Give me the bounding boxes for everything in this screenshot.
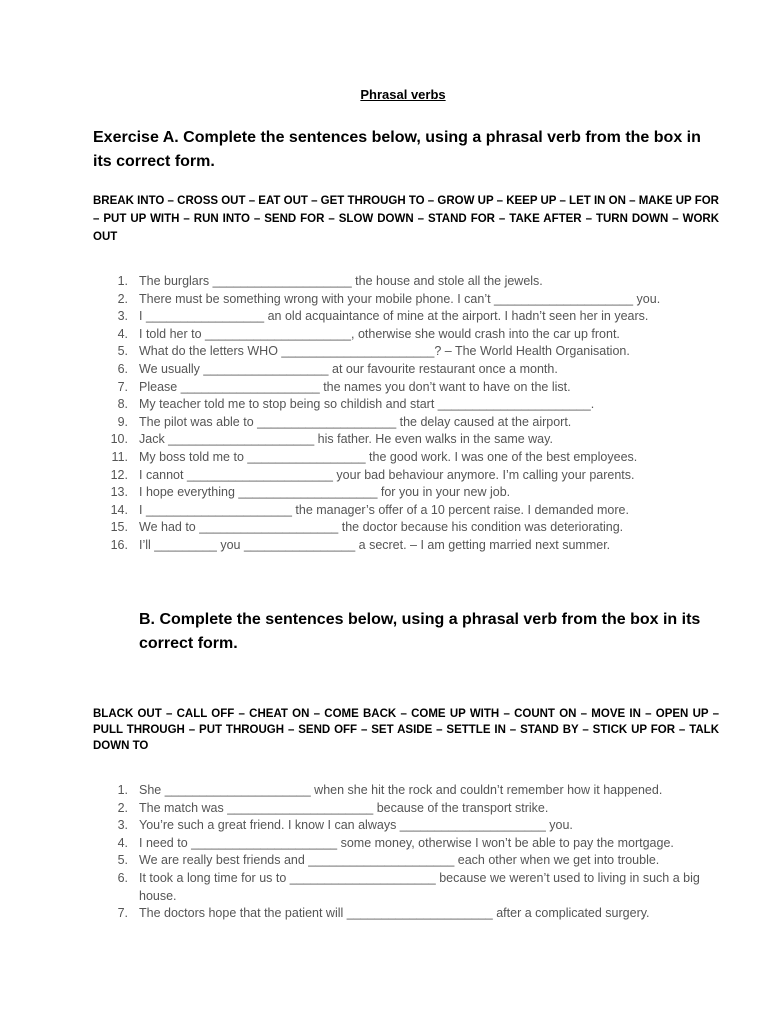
list-item — [93, 835, 713, 853]
item-text: I hope everything ____________________ for you in your new job. — [139, 485, 511, 500]
list-item — [93, 905, 713, 923]
list-item — [93, 449, 713, 467]
item-number: 1. — [117, 783, 128, 797]
item-text: I told her to _____________________, otherwise she would crash into the car up front. — [139, 326, 620, 341]
item-number: 3. — [117, 309, 128, 324]
item-number: 10. — [110, 432, 128, 447]
item-number: 1. — [117, 274, 128, 288]
list-item — [93, 817, 713, 835]
item-text: There must be something wrong with your mobile phone. I can’t ____________________ you. — [139, 291, 661, 306]
list-item — [93, 484, 713, 502]
list-item — [93, 414, 713, 432]
item-text: We usually __________________ at our favourite restaurant once a month. — [139, 361, 558, 376]
list-item — [93, 870, 713, 905]
item-number: 7. — [117, 379, 128, 394]
item-text: I cannot _____________________ your bad behaviour anymore. I’m calling your parents. — [139, 467, 635, 482]
exercise-b-list — [93, 782, 713, 923]
item-text: She _____________________ when she hit the rock and couldn’t remember how it happened. — [139, 783, 663, 797]
list-item — [93, 291, 713, 309]
list-item — [93, 800, 713, 818]
item-text: What do the letters WHO ______________________? – The World Health Organisation. — [139, 344, 630, 359]
item-text: The doctors hope that the patient will _____________________ after a complicated surgery. — [139, 906, 650, 921]
list-item — [93, 782, 713, 800]
item-number: 2. — [117, 800, 128, 815]
item-text: I need to _____________________ some money, otherwise I won’t be able to pay the mortgage. — [139, 835, 674, 850]
item-text: I _________________ an old acquaintance of mine at the airport. I hadn’t seen her in years. — [139, 309, 649, 324]
list-item — [93, 308, 713, 326]
item-text: We are really best friends and _____________________ each other when we get into trouble. — [139, 853, 660, 868]
item-number: 13. — [110, 485, 128, 500]
item-number: 2. — [117, 291, 128, 306]
item-number: 7. — [117, 906, 128, 921]
list-item — [93, 326, 713, 344]
item-number: 11. — [111, 449, 128, 464]
item-text: We had to ____________________ the doctor because his condition was deteriorating. — [139, 520, 624, 535]
item-number: 5. — [117, 853, 128, 868]
item-text: I’ll _________ you ________________ a secret. – I am getting married next summer. — [139, 537, 611, 552]
item-number: 6. — [117, 361, 128, 376]
exercise-b-verb-box: BLACK OUT – CALL OFF – CHEAT ON – COME BACK – COME UP WITH – COUNT ON – MOVE IN – OPEN UP – PULL THROUGH – PUT THROUGH – SEND OFF – SET ASIDE – SETTLE IN – STAND BY – STICK UP FOR – TALK DOWN TO — [93, 708, 719, 752]
exercise-a-heading: Exercise A. Complete the sentences below, using a phrasal verb from the box in its correct form. — [93, 129, 701, 170]
item-number: 6. — [117, 870, 128, 885]
item-number: 15. — [110, 520, 128, 535]
item-text: The pilot was able to ____________________ the delay caused at the airport. — [139, 414, 572, 429]
list-item — [93, 431, 713, 449]
item-text: You’re such a great friend. I know I can always _____________________ you. — [139, 818, 573, 833]
item-number: 4. — [117, 326, 128, 341]
item-text: Jack _____________________ his father. He even walks in the same way. — [139, 432, 553, 447]
exercise-a-verb-box: BREAK INTO – CROSS OUT – EAT OUT – GET THROUGH TO – GROW UP – KEEP UP – LET IN ON – MAKE UP FOR – PUT UP WITH – RUN INTO – SEND FOR – SLOW DOWN – STAND FOR – TAKE AFTER – TURN DOWN – WORK OUT — [93, 195, 719, 243]
item-number: 14. — [110, 502, 128, 517]
exercise-a-list — [93, 273, 713, 555]
item-text: My teacher told me to stop being so childish and start ______________________. — [139, 397, 595, 412]
list-item — [93, 273, 713, 291]
item-number: 5. — [117, 344, 128, 359]
item-number: 3. — [117, 818, 128, 833]
item-text: The burglars ____________________ the house and stole all the jewels. — [139, 274, 543, 288]
item-text: I _____________________ the manager’s offer of a 10 percent raise. I demanded more. — [139, 502, 629, 517]
list-item — [93, 537, 713, 555]
list-item — [93, 502, 713, 520]
list-item — [93, 396, 713, 414]
list-item — [93, 519, 713, 537]
item-number: 8. — [117, 397, 128, 412]
item-number: 9. — [117, 414, 128, 429]
list-item — [93, 852, 713, 870]
item-text: Please ____________________ the names you don’t want to have on the list. — [139, 379, 571, 394]
item-text: The match was _____________________ because of the transport strike. — [139, 800, 549, 815]
list-item — [93, 361, 713, 379]
item-number: 4. — [117, 835, 128, 850]
exercise-b-heading: B. Complete the sentences below, using a phrasal verb from the box in its correct form. — [139, 611, 701, 652]
list-item — [93, 343, 713, 361]
list-item — [93, 379, 713, 397]
item-number: 12. — [110, 467, 128, 482]
item-text: My boss told me to _________________ the good work. I was one of the best employees. — [139, 449, 638, 464]
item-text: It took a long time for us to _____________________ because we weren’t used to living in such a big house. — [139, 870, 700, 903]
page-title: Phrasal verbs — [360, 87, 446, 102]
item-number: 16. — [110, 537, 128, 552]
list-item — [93, 467, 713, 485]
